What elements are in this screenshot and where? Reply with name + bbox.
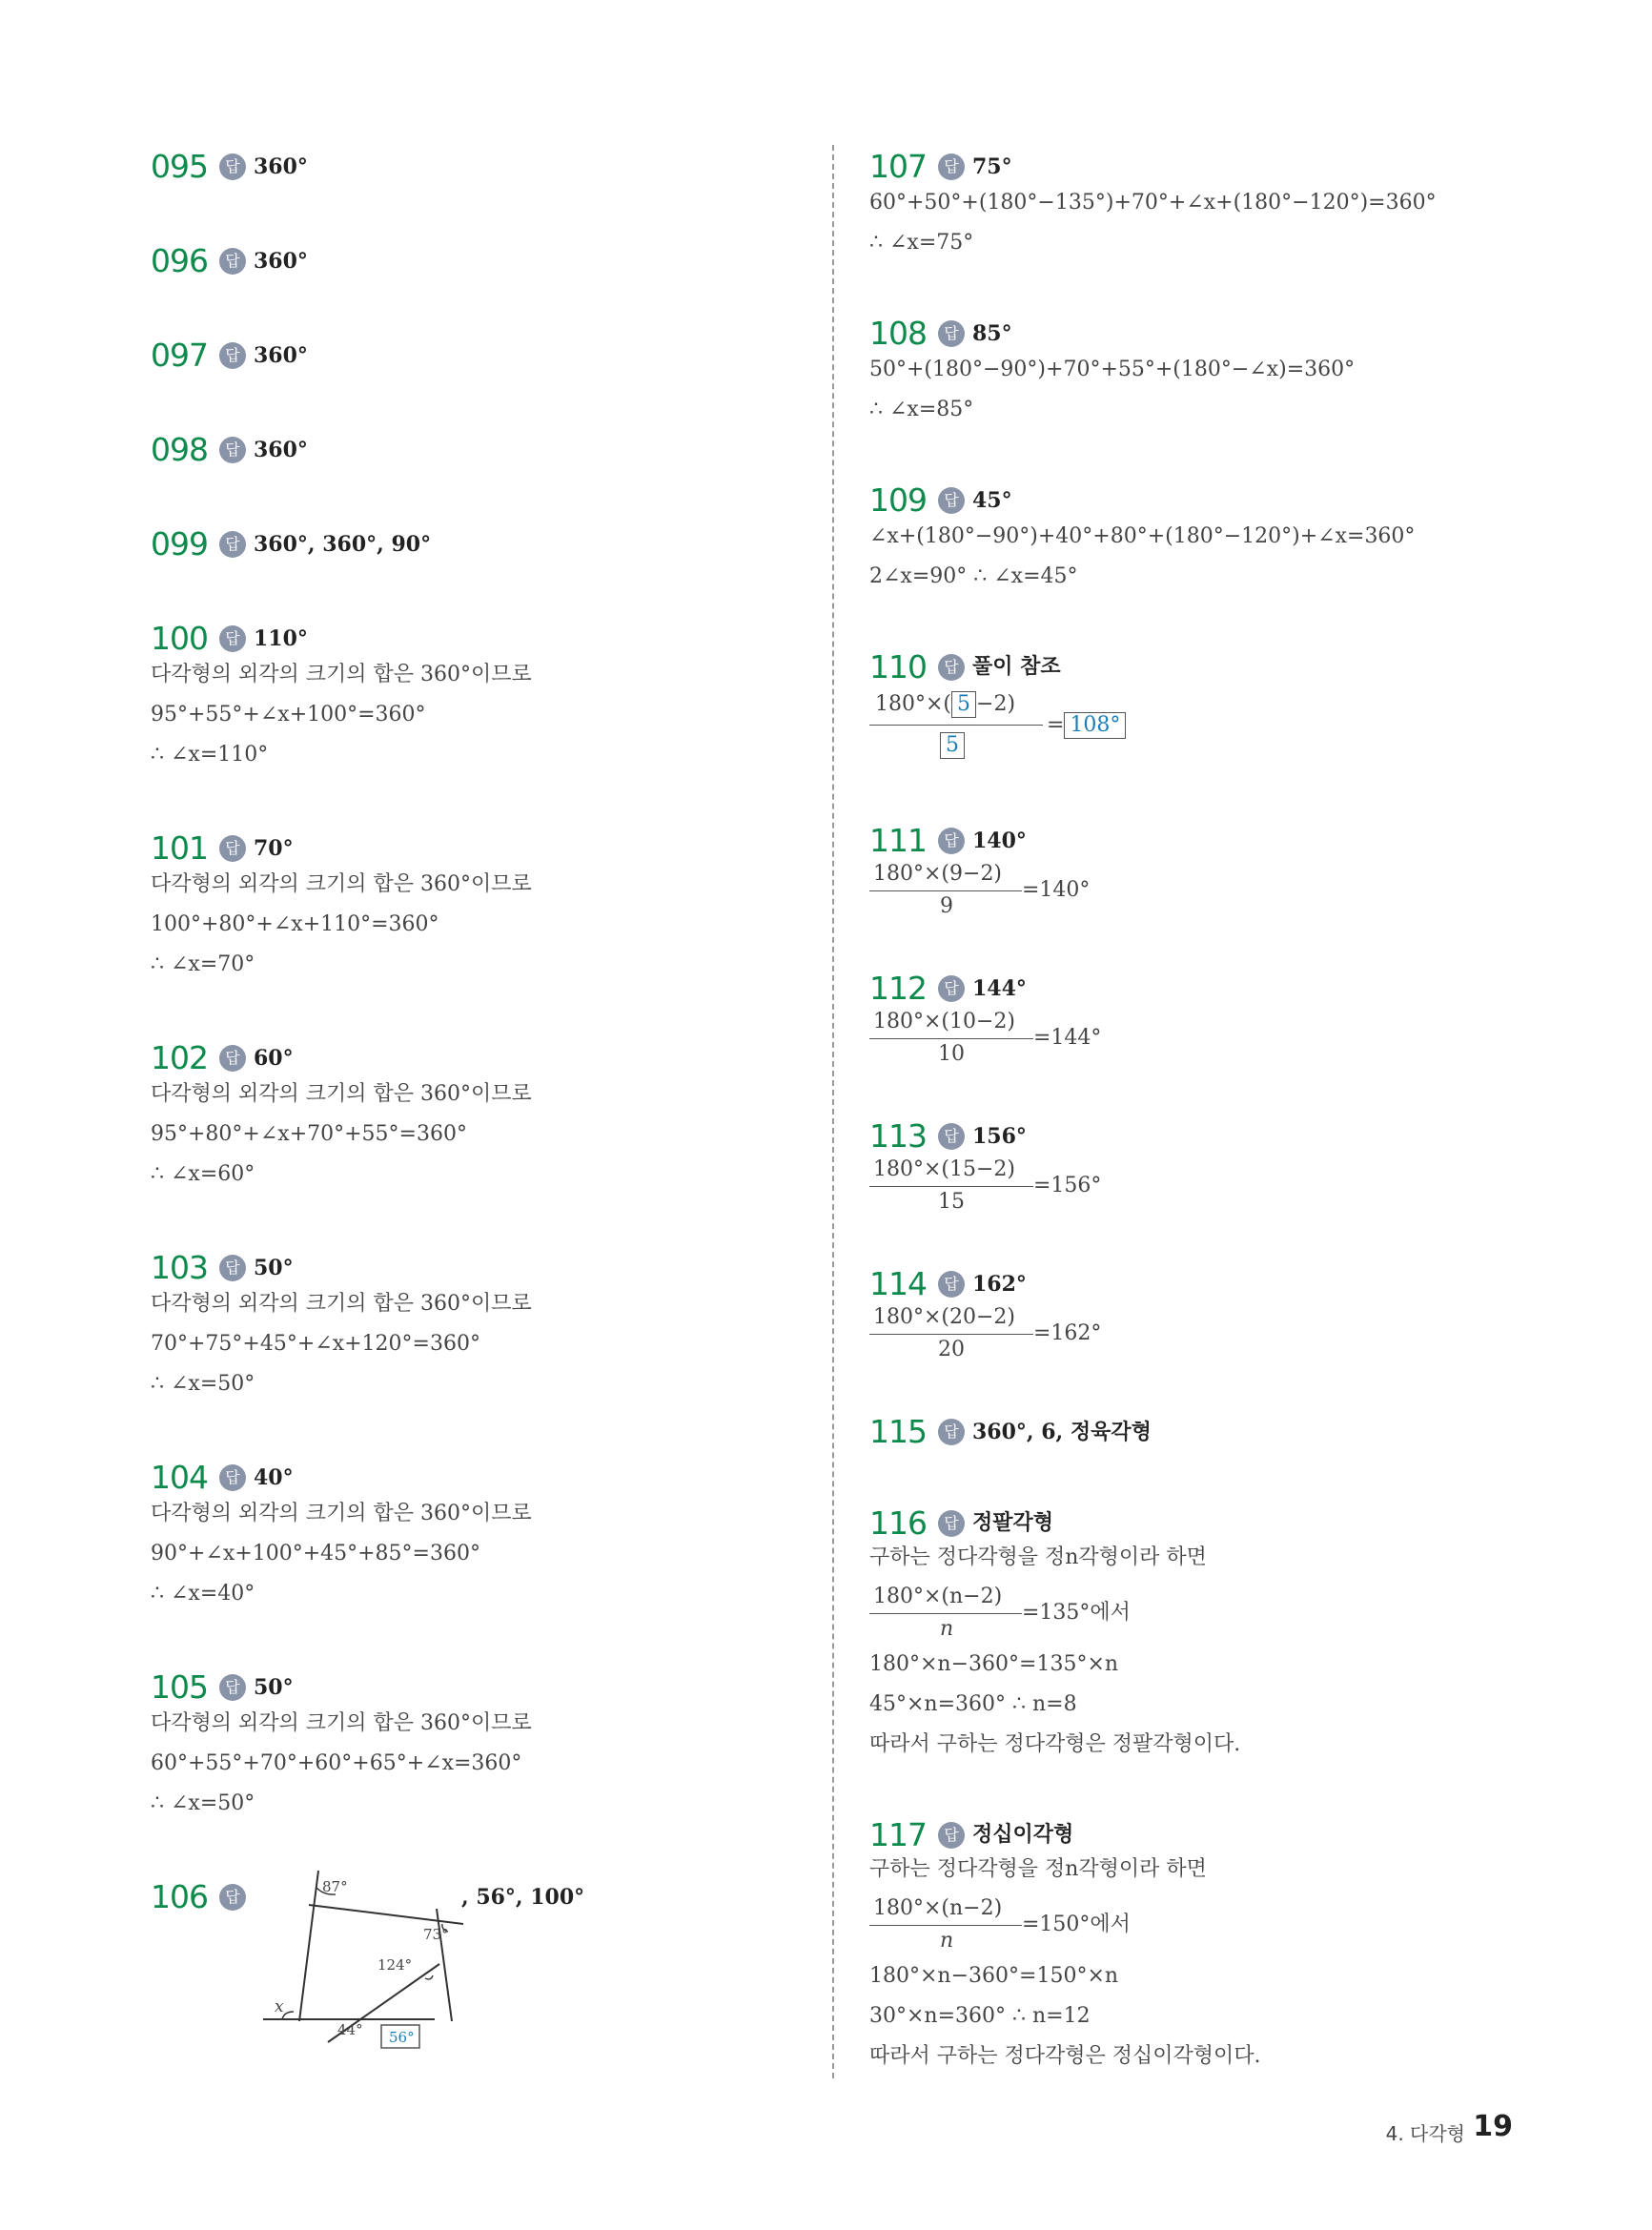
solution-line: 45°×n=360° ∴ n=8	[869, 1692, 1077, 1716]
fraction-bar	[869, 1186, 1033, 1187]
angle-label-44: 44°	[337, 2021, 363, 2038]
answer-badge-icon: 답	[938, 975, 965, 1002]
problem-number: 099	[151, 525, 208, 563]
answer-badge-icon: 답	[219, 1255, 246, 1281]
column-divider	[832, 145, 834, 2078]
fraction-numerator: 180°×(15−2)	[873, 1157, 1016, 1181]
fraction-result: =140°	[1022, 878, 1091, 902]
numerator-prefix: 180°×(	[875, 692, 952, 716]
problem-number: 103	[151, 1249, 208, 1286]
fraction-denominator: 15	[938, 1190, 965, 1214]
problem-number: 108	[869, 315, 927, 352]
chapter-label: 4. 다각형	[1385, 2122, 1465, 2145]
angle-label-73: 73°	[423, 1926, 449, 1943]
fraction-bar	[869, 1038, 1033, 1039]
answer-badge-icon: 답	[219, 1464, 246, 1491]
answer-text: 40°	[254, 1465, 294, 1490]
solution-line: ∴ ∠x=70°	[151, 952, 255, 976]
solution-line: 따라서 구하는 정다각형은 정십이각형이다.	[869, 2044, 1261, 2068]
answer-badge-icon: 답	[938, 1822, 965, 1849]
solution-line: 다각형의 외각의 크기의 합은 360°이므로	[151, 872, 532, 896]
equals-sign: =	[1047, 713, 1065, 737]
numerator-blank-box: 5	[951, 691, 976, 718]
fraction-numerator: 180°×(20−2)	[873, 1305, 1016, 1329]
solution-line: 30°×n=360° ∴ n=12	[869, 2004, 1091, 2028]
answer-badge-icon: 답	[219, 1884, 246, 1911]
answer-text: 50°	[254, 1256, 294, 1280]
problem-number: 111	[869, 822, 927, 859]
solution-line: 95°+80°+∠x+70°+55°=360°	[151, 1122, 467, 1146]
fraction-result: =135°에서	[1022, 1601, 1131, 1625]
fraction-result: =144°	[1033, 1026, 1102, 1050]
answer-text: , 56°, 100°	[461, 1885, 585, 1910]
fraction-bar	[869, 1613, 1022, 1614]
answer-badge-icon: 답	[219, 625, 246, 652]
problem-number: 096	[151, 242, 208, 279]
answer-text: 50°	[254, 1675, 294, 1700]
answer-badge-icon: 답	[219, 342, 246, 369]
solution-line: 구하는 정다각형을 정n각형이라 하면	[869, 1857, 1207, 1881]
fraction-result: =162°	[1033, 1321, 1102, 1345]
fraction-bar	[869, 725, 1043, 726]
answer-text: 360°, 6, 정육각형	[972, 1420, 1152, 1444]
answer-badge-icon: 답	[938, 1123, 965, 1150]
solution-line: ∴ ∠x=110°	[151, 743, 269, 767]
answer-badge-icon: 답	[938, 1419, 965, 1445]
fraction-result: =156°	[1033, 1174, 1102, 1197]
solution-line: 따라서 구하는 정다각형은 정팔각형이다.	[869, 1732, 1241, 1756]
answer-text: 정십이각형	[972, 1823, 1074, 1847]
fraction-denominator: n	[940, 1929, 954, 1953]
numerator-suffix: −2)	[976, 692, 1016, 716]
solution-line: 다각형의 외각의 크기의 합은 360°이므로	[151, 1292, 532, 1316]
problem-number: 106	[151, 1878, 208, 1915]
angle-arc-x	[282, 2012, 294, 2019]
answer-text: 360°	[254, 343, 308, 368]
fraction-numerator: 180°×(9−2)	[873, 862, 1003, 886]
answer-text: 162°	[972, 1272, 1027, 1297]
solution-line: ∴ ∠x=60°	[151, 1162, 255, 1186]
problem-number: 109	[869, 481, 927, 519]
solution-line: ∠x+(180°−90°)+40°+80°+(180°−120°)+∠x=360°	[869, 524, 1416, 548]
angle-label-87: 87°	[322, 1878, 348, 1895]
angle-arc-124	[425, 1975, 433, 1979]
fraction-result: =150°에서	[1022, 1913, 1131, 1936]
answer-badge-icon: 답	[219, 531, 246, 558]
result-blank-box: 108°	[1064, 712, 1126, 739]
fraction-denominator: 9	[940, 894, 953, 918]
solution-line: 다각형의 외각의 크기의 합은 360°이므로	[151, 663, 532, 686]
top-side-line	[309, 1905, 463, 1924]
solution-line: 90°+∠x+100°+45°+85°=360°	[151, 1542, 480, 1565]
fraction-bar	[869, 1334, 1033, 1335]
answer-text: 풀이 참조	[972, 655, 1061, 679]
solution-line: ∴ ∠x=40°	[151, 1582, 255, 1606]
answer-text: 75°	[972, 154, 1012, 179]
solution-line: ∴ ∠x=50°	[151, 1791, 255, 1815]
problem-number: 114	[869, 1265, 927, 1302]
fraction-bar	[869, 890, 1022, 891]
solution-line: 다각형의 외각의 크기의 합은 360°이므로	[151, 1502, 532, 1525]
answer-text: 156°	[972, 1124, 1027, 1149]
answer-text: 60°	[254, 1046, 294, 1071]
problem-number: 115	[869, 1413, 927, 1450]
solution-line: 95°+55°+∠x+100°=360°	[151, 703, 426, 726]
answer-badge-icon: 답	[938, 1510, 965, 1537]
problem-number: 097	[151, 337, 208, 374]
fraction-numerator: 180°×(10−2)	[873, 1010, 1016, 1033]
fraction-denominator: 20	[938, 1338, 965, 1361]
answer-text: 110°	[254, 626, 308, 651]
answer-badge-icon: 답	[219, 437, 246, 463]
answer-badge-icon: 답	[219, 835, 246, 862]
solution-line: 100°+80°+∠x+110°=360°	[151, 912, 439, 936]
problem-number: 107	[869, 148, 927, 185]
solution-line: 50°+(180°−90°)+70°+55°+(180°−∠x)=360°	[869, 358, 1356, 381]
fraction-bar	[869, 1925, 1022, 1926]
problem-number: 104	[151, 1459, 208, 1496]
answer-text: 144°	[972, 976, 1027, 1001]
answer-badge-icon: 답	[938, 153, 965, 180]
answer-text: 360°, 360°, 90°	[254, 532, 432, 557]
fraction-denominator: n	[940, 1617, 954, 1641]
problem-number: 116	[869, 1504, 927, 1542]
solution-line: 70°+75°+45°+∠x+120°=360°	[151, 1332, 480, 1356]
answer-badge-icon: 답	[938, 654, 965, 681]
left-side-line	[299, 1871, 318, 2021]
answer-text: 70°	[254, 836, 294, 861]
answer-text: 360°	[254, 438, 308, 462]
fraction-denominator	[940, 730, 965, 761]
page-number: 19	[1473, 2110, 1513, 2143]
fraction-denominator: 10	[938, 1042, 965, 1066]
problem-number: 112	[869, 970, 927, 1007]
solution-line: ∴ ∠x=85°	[869, 398, 974, 421]
answer-badge-icon: 답	[219, 248, 246, 275]
solution-line: 2∠x=90° ∴ ∠x=45°	[869, 564, 1078, 588]
answer-text: 360°	[254, 154, 308, 179]
problem-number: 117	[869, 1816, 927, 1853]
problem-number: 095	[151, 148, 208, 185]
solution-line: 180°×n−360°=135°×n	[869, 1652, 1119, 1676]
answer-badge-icon: 답	[219, 1045, 246, 1072]
problem-number: 110	[869, 648, 927, 685]
fraction-numerator: 180°×(n−2)	[873, 1896, 1003, 1920]
answer-badge-icon: 답	[219, 1674, 246, 1701]
answer-badge-icon: 답	[938, 828, 965, 854]
angle-label-124: 124°	[377, 1956, 413, 1974]
answer-badge-icon: 답	[938, 487, 965, 514]
solution-line: 60°+50°+(180°−135°)+70°+∠x+(180°−120°)=360°	[869, 191, 1437, 215]
answer-text: 85°	[972, 321, 1012, 346]
problem-number: 100	[151, 620, 208, 657]
problem-number: 098	[151, 431, 208, 468]
solution-line: 다각형의 외각의 크기의 합은 360°이므로	[151, 1711, 532, 1735]
solution-line: 다각형의 외각의 크기의 합은 360°이므로	[151, 1082, 532, 1106]
angle-label-x: x	[275, 1997, 284, 2016]
answer-text: 정팔각형	[972, 1511, 1054, 1535]
problem-number: 113	[869, 1117, 927, 1155]
fraction-numerator: 180°×(n−2)	[873, 1585, 1003, 1608]
problem-number: 101	[151, 829, 208, 867]
solution-line: 구하는 정다각형을 정n각형이라 하면	[869, 1545, 1207, 1569]
fraction-result	[1047, 709, 1126, 742]
polygon-exterior-angle-figure	[244, 1859, 463, 2050]
solution-line: ∴ ∠x=75°	[869, 231, 974, 255]
answer-badge-icon: 답	[938, 1271, 965, 1298]
denominator-blank-box: 5	[940, 732, 965, 759]
problem-number: 105	[151, 1668, 208, 1706]
answer-badge-icon: 답	[938, 320, 965, 347]
solution-line: 180°×n−360°=150°×n	[869, 1964, 1119, 1988]
problem-number: 102	[151, 1039, 208, 1076]
answer-box-value: 56°	[389, 2029, 415, 2046]
solution-line: 60°+55°+70°+60°+65°+∠x=360°	[151, 1751, 522, 1775]
fraction-numerator	[875, 688, 1015, 721]
solution-line: ∴ ∠x=50°	[151, 1372, 255, 1396]
answer-text: 360°	[254, 249, 308, 274]
answer-text: 140°	[972, 829, 1027, 853]
answer-badge-icon: 답	[219, 153, 246, 180]
answer-text: 45°	[972, 488, 1012, 513]
